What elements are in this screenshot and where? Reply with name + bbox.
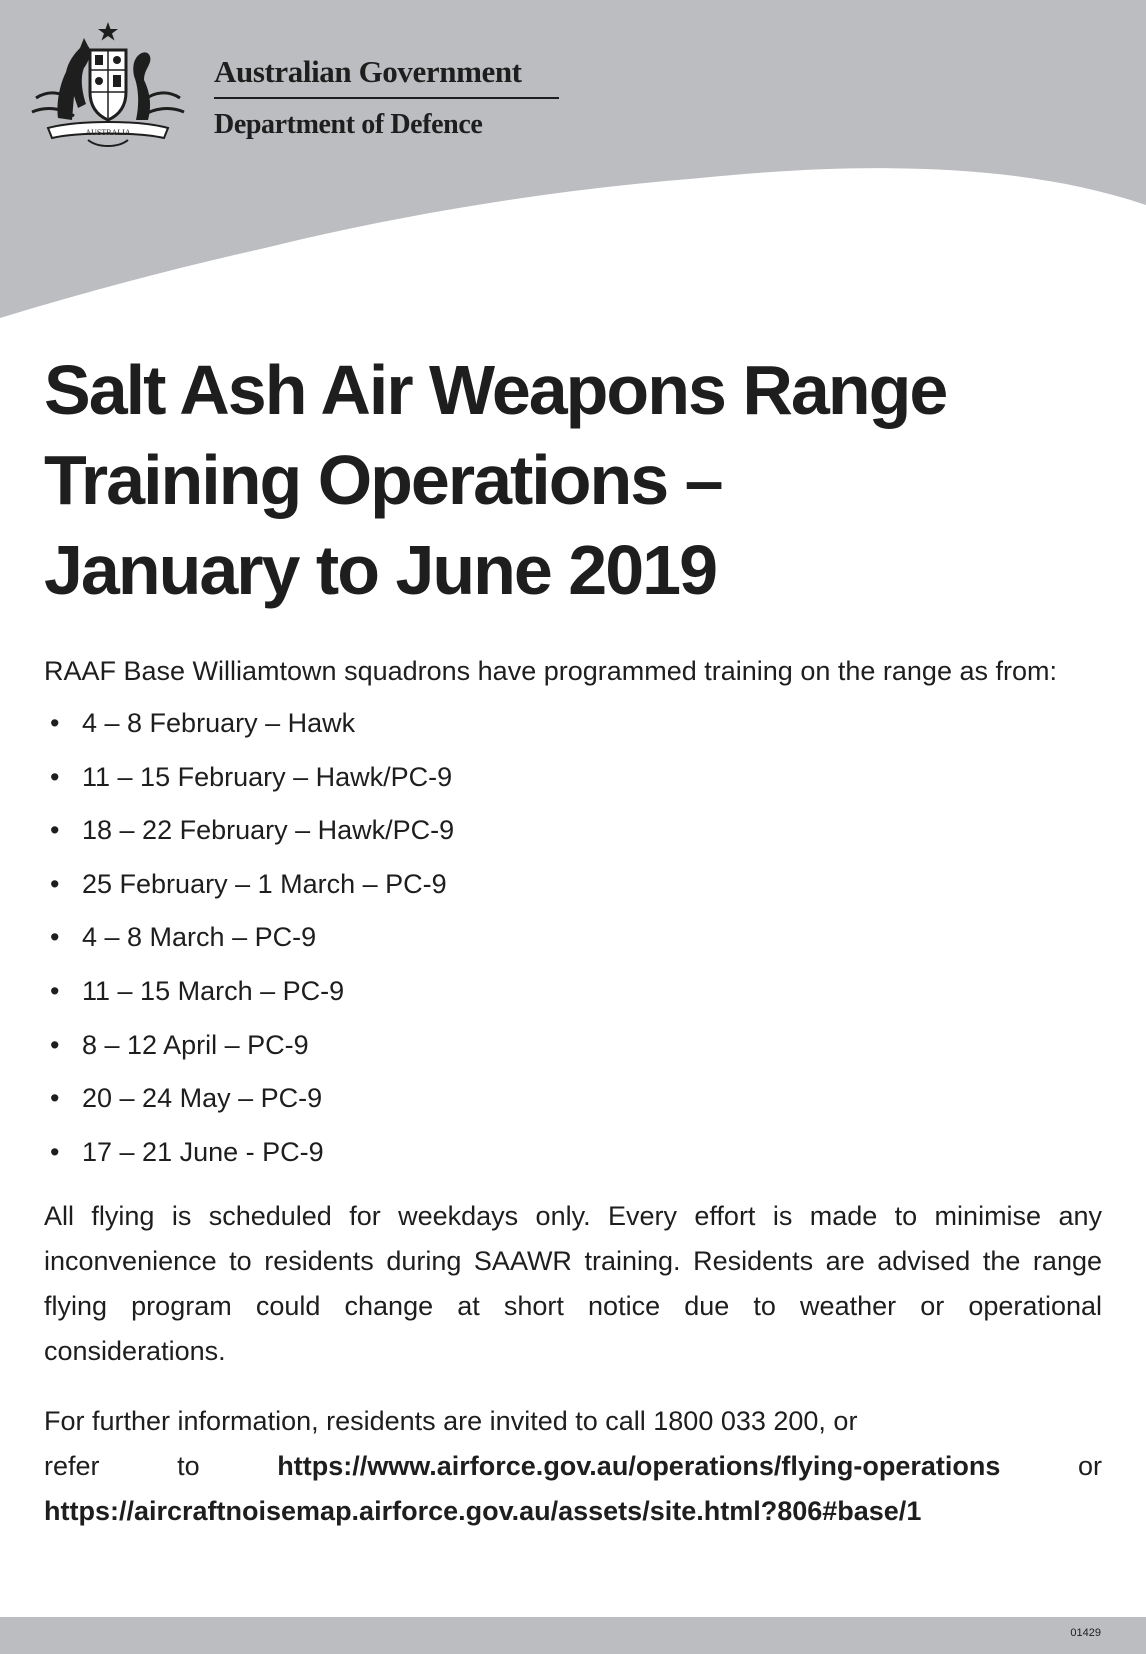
title-line-3: January to June 2019 — [44, 531, 716, 609]
schedule-item-text: 25 February – 1 March – PC-9 — [82, 868, 447, 899]
intro-paragraph: RAAF Base Williamtown squadrons have programmed training on the range as from: — [44, 656, 1057, 686]
schedule-item-text: 20 – 24 May – PC-9 — [82, 1083, 323, 1114]
notice-body — [44, 650, 1102, 1534]
refer-word: refer — [44, 1450, 100, 1481]
contact-paragraph — [44, 1399, 1102, 1534]
schedule-item — [44, 1025, 1102, 1065]
bullet-icon: • — [50, 761, 60, 792]
bullet-icon: • — [50, 1136, 60, 1167]
coat-of-arms-logo — [18, 20, 198, 152]
schedule-item — [44, 971, 1102, 1011]
crest-motto: AUSTRALIA — [85, 128, 131, 137]
page-title — [44, 345, 1104, 615]
department-name: Department of Defence — [214, 109, 483, 140]
bullet-icon: • — [50, 975, 60, 1006]
noise-map-link[interactable]: https://aircraftnoisemap.airforce.gov.au/assets/site.html?806#base/1 — [44, 1495, 922, 1526]
bullet-icon: • — [50, 708, 60, 738]
publication-code: 01429 — [1070, 1627, 1101, 1639]
bullet-icon: • — [50, 922, 60, 953]
to-word: to — [177, 1450, 200, 1481]
bullet-icon: • — [50, 868, 60, 899]
schedule-item — [44, 1132, 1102, 1172]
bullet-icon: • — [50, 815, 60, 846]
schedule-item — [44, 810, 1102, 850]
schedule-item-text: 4 – 8 March – PC-9 — [82, 922, 317, 953]
schedule-item — [44, 917, 1102, 957]
schedule-item — [44, 703, 1102, 743]
contact-text: For further information, residents are invited to call 1800 033 200, or — [44, 1405, 858, 1436]
schedule-item-text: 4 – 8 February – Hawk — [82, 708, 356, 738]
schedule-item — [44, 757, 1102, 797]
brand-block — [214, 52, 559, 144]
schedule-item-text: 11 – 15 February – Hawk/PC-9 — [82, 761, 453, 792]
schedule-item-text: 11 – 15 March – PC-9 — [82, 975, 345, 1006]
bullet-icon: • — [50, 1083, 60, 1114]
title-line-2: Training Operations – — [44, 441, 722, 519]
schedule-item-text: 8 – 12 April – PC-9 — [82, 1029, 309, 1060]
schedule-item-text: 18 – 22 February – Hawk/PC-9 — [82, 815, 455, 846]
contact-line-1 — [44, 1399, 1102, 1444]
bullet-icon: • — [50, 1029, 60, 1060]
or-word: or — [1077, 1450, 1102, 1481]
contact-line-2 — [44, 1444, 1102, 1489]
flying-operations-link[interactable]: https://www.airforce.gov.au/operations/flying-operations — [277, 1450, 1001, 1481]
weekday-notice-paragraph: All flying is scheduled for weekdays only. Every effort is made to minimise any inconvenience to residents during SAAWR training. Residents are advised the range flying program could change at short notice due to weather or operational considerations. — [44, 1200, 1102, 1366]
government-name: Australian Government — [214, 54, 522, 89]
header-band — [0, 0, 1146, 330]
footer-band — [0, 1617, 1146, 1654]
brand-divider — [214, 97, 559, 99]
schedule-item — [44, 1078, 1102, 1118]
contact-line-3 — [44, 1489, 1102, 1534]
schedule-item-text: 17 – 21 June - PC-9 — [82, 1136, 324, 1167]
title-line-1: Salt Ash Air Weapons Range — [44, 351, 947, 429]
training-schedule-list — [44, 703, 1102, 1172]
schedule-item — [44, 864, 1102, 904]
